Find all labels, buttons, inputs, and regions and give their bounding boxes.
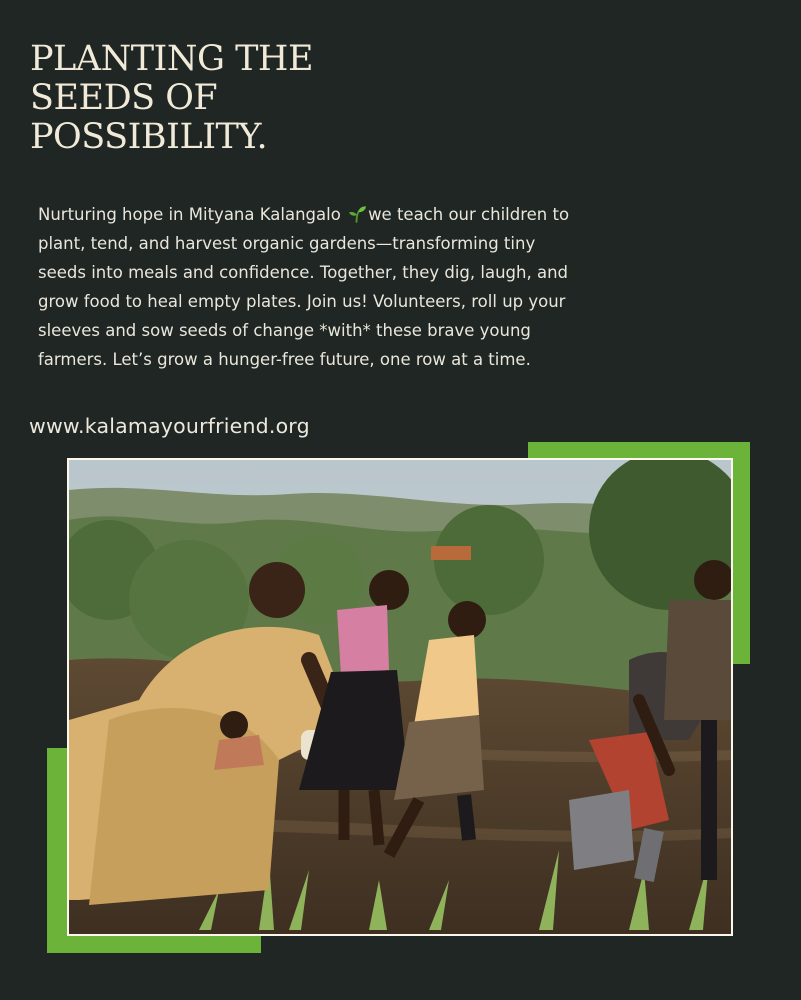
headline-line-3: POSSIBILITY.	[30, 117, 268, 157]
body-copy	[38, 200, 578, 374]
body-copy-main: we teach our children to plant, tend, and harvest organic gardens—transforming tiny seeds into meals and confidence. Together, they dig, laugh, and grow food to heal empty plates. Join us! Volunteers, roll up your sleeves and sow seeds of change *with* these brave young farmers. Let’s grow a hunger-free future, one row at a time.	[38, 205, 570, 369]
body-copy-intro: Nurturing hope in Mityana Kalangalo	[38, 205, 341, 224]
website-url: www.kalamayourfriend.org	[29, 414, 310, 438]
seedling-icon	[347, 205, 367, 223]
headline-line-1: PLANTING THE	[30, 39, 313, 79]
headline	[30, 40, 450, 157]
children-planting-illustration	[69, 460, 731, 934]
garden-photo	[67, 458, 733, 936]
headline-line-2: SEEDS OF	[30, 78, 218, 118]
